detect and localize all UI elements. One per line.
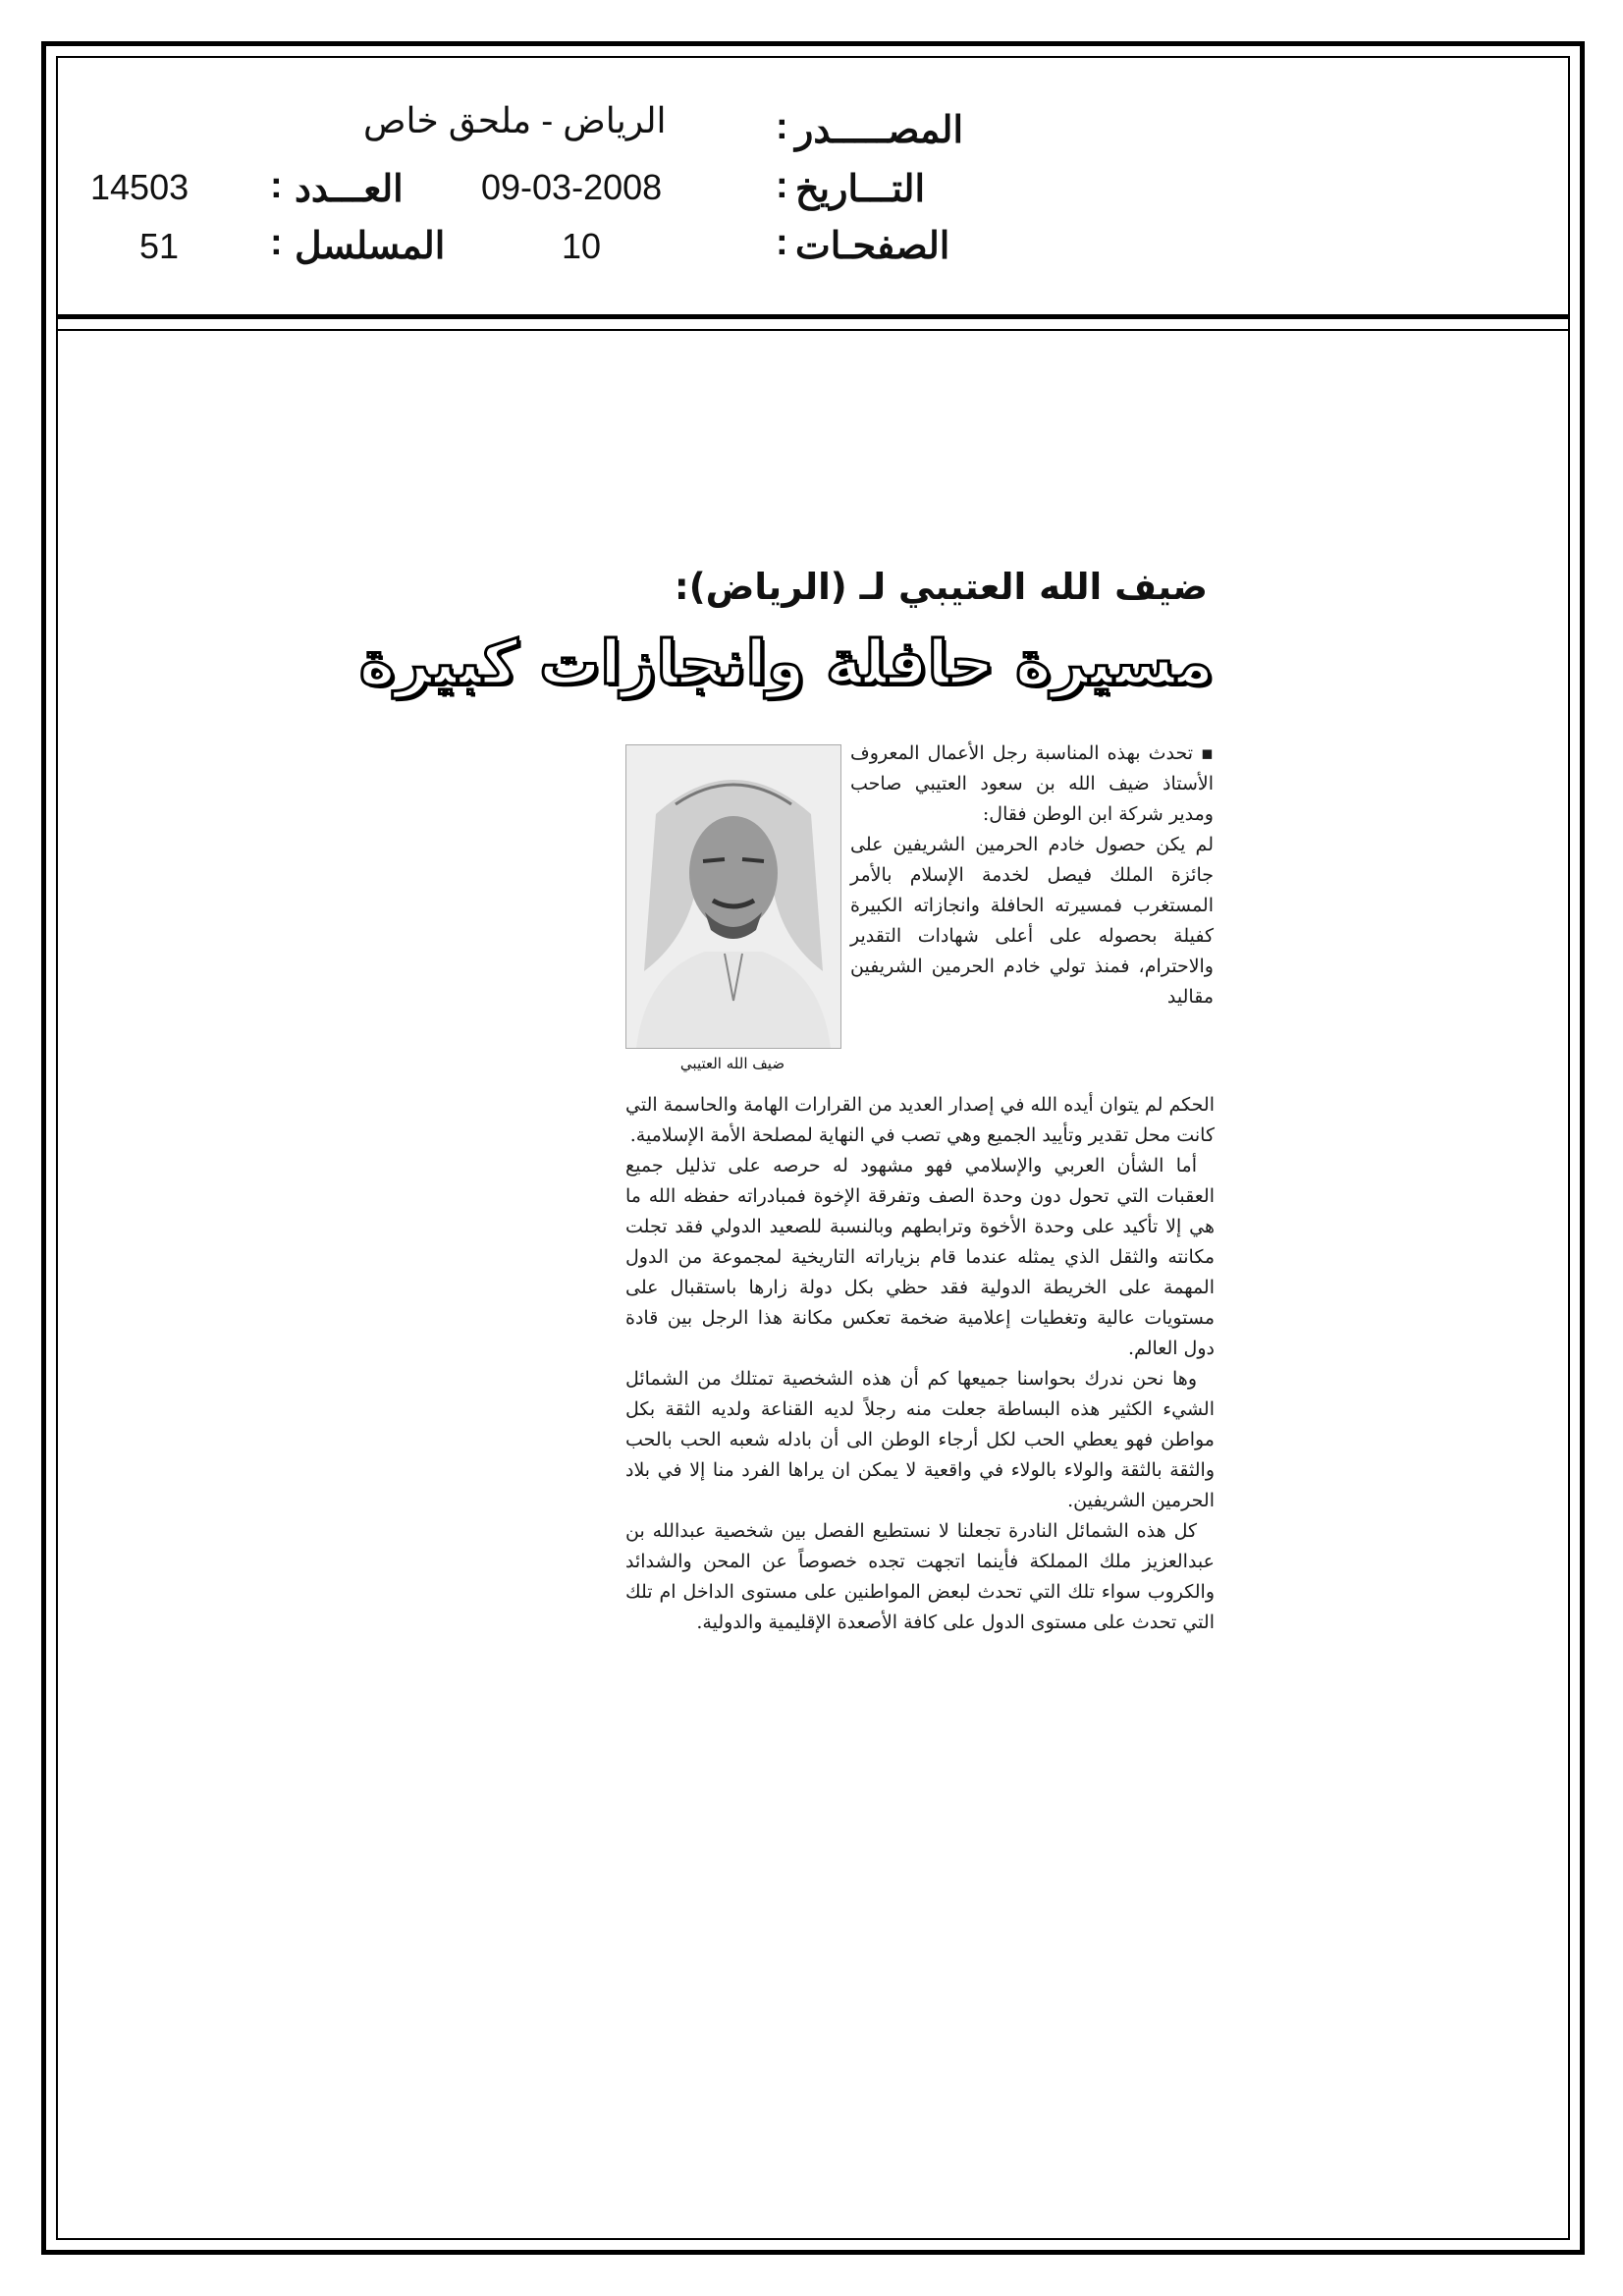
article-kicker: ضيف الله العتيبي لـ (الرياض): [674, 566, 1208, 608]
source-label: المصـــــدر [795, 110, 964, 151]
photo-caption: ضيف الله العتيبي [679, 1055, 785, 1072]
article-paragraph-2: أما الشأن العربي والإسلامي فهو مشهود له حرصه على تذليل جميع العقبات التي تحول دون وحدة الصف وتفرقة الإخوة فمبادراته حفظه الله ما هي إلا تأكيد على وحدة الأخوة وترابطهم وبالنسبة للصعيد الدولي فقد تجلت مكانته والثقل الذي يمثله عندما قام بزياراته التاريخية لمجموعة من الدول المهمة على الخريطة الدولية فقد حظي بكل دولة زارها باستقبال على مستويات عالية وتغطيات إعلامية ضخمة تعكس مكانة هذا الرجل بين قادة دول العالم. [625, 1155, 1215, 1359]
newspaper-clipping [358, 558, 1229, 1772]
pages-colon: : [776, 222, 788, 263]
date-value: 09-03-2008 [481, 167, 663, 207]
article-column-narrow [850, 738, 1214, 1012]
article-paragraph-1-start: لم يكن حصول خادم الحرمين الشريفين على جائزة الملك فيصل لخدمة الإسلام بالأمر المستغرب فمسيرته الحافلة وانجازاته الكبيرة كفيلة بحصوله على أعلى شهادات التقدير والاحترام، فمنذ تولي خادم الحرمين الشريفين مقاليد [850, 834, 1214, 1008]
article-paragraph-4: كل هذه الشمائل النادرة تجعلنا لا نستطيع الفصل بين شخصية عبدالله بن عبدالعزيز ملك المملكة فأينما اتجهت تجده خصوصاً عن المحن والشدائد والكروب سواء تلك التي تحدث لبعض المواطنين على مستوى الداخل ام تلك التي تحدث على مستوى الدول على كافة الأصعدة الإقليمية والدولية. [625, 1520, 1215, 1633]
article-intro: ▪ تحدث بهذه المناسبة رجل الأعمال المعروف الأستاذ ضيف الله بن سعود العتيبي صاحب ومدير شركة ابن الوطن فقال: [850, 742, 1214, 825]
portrait-image [626, 745, 840, 1048]
date-label: التـــاريخ [795, 169, 926, 210]
article-headline: مسيرة حافلة وانجازات كبيرة [358, 627, 1214, 698]
pages-value: 10 [562, 226, 602, 266]
source-colon: : [776, 106, 788, 147]
issue-value: 14503 [90, 167, 189, 207]
serial-colon: : [270, 222, 283, 263]
issue-colon: : [270, 165, 283, 206]
serial-label: المسلسل [295, 226, 446, 267]
source-value: الرياض - ملحق خاص [363, 100, 667, 140]
serial-value: 51 [139, 226, 180, 266]
issue-label: العـــدد [295, 169, 404, 210]
article-paragraph-3: وها نحن ندرك بحواسنا جميعها كم أن هذه الشخصية تمتلك من الشمائل الشيء الكثير هذه البساطة جعلت منه رجلاً لديه القناعة ولديه الثقة بكل مواطن فهو يعطي الحب لكل أرجاء الوطن الى أن بادله شعبه الحب بالحب والثقة بالثقة والولاء بالولاء في واقعية لا يمكن ان يراها الفرد منا إلا في بلاد الحرمين الشريفين. [625, 1368, 1215, 1511]
pages-label: الصفحـات [795, 226, 950, 267]
article-paragraph-1-end: الحكم لم يتوان أيده الله في إصدار العديد من القرارات الهامة والحاسمة التي كانت محل تقدير وتأييد الجميع وهي تصب في النهاية لمصلحة الأمة الإسلامية. [625, 1094, 1215, 1146]
header-divider-thin [56, 329, 1570, 331]
article-column-wide [625, 1090, 1215, 1638]
portrait-photo [625, 744, 841, 1049]
header-divider [56, 314, 1570, 319]
date-colon: : [776, 165, 788, 206]
